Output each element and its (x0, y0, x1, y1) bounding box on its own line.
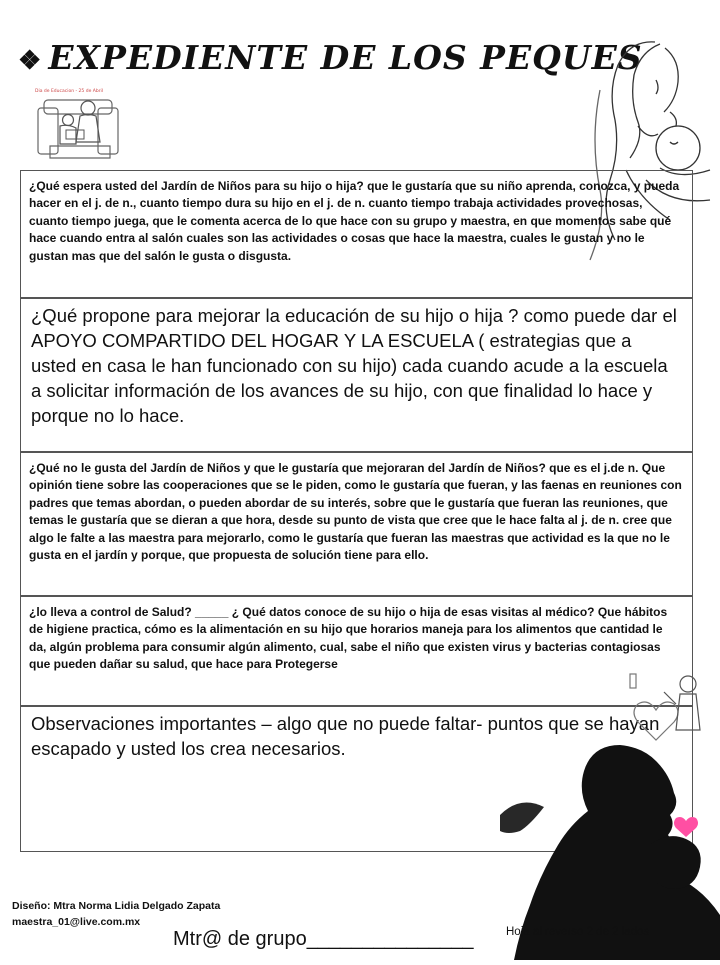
diamond-bullet-icon: ❖ (18, 46, 43, 76)
question-text: Observaciones importantes – algo que no puede faltar- puntos que se hayan escapado y usted los crea necesarios. (31, 713, 660, 759)
question-text: ¿Qué espera usted del Jardín de Niños para su hijo o hija? que le gustaría que su niño aprenda, conozca, y pueda hacer en el j. de n., cuanto tiempo dura su hijo en el j. de n. cuanto tiempo trabaja actividades provechosas, cuanto tiempo juega, que le comenta acerca de lo que hace con su grupo y maestra, en que momentos sabe qué hace cuando entra al salón cuales son las actividades o cosas que hace la maestra, cuales le gustan y no le gustan mas que del salón le gusta o disgusta. (29, 179, 680, 263)
credit-author: Diseño: Mtra Norma Lidia Delgado Zapata (12, 900, 221, 912)
pink-heart-icon (674, 817, 698, 837)
question-text: ¿Qué no le gusta del Jardín de Niños y que le gustaría que mejoraran del Jardín de Niños? que es el j.de n. Que opinión tiene sobre las cooperaciones que se le piden, como le gustaría que fueran, y las faenas en reuniones con padres que temas abordan, o pueden abordar de su interés, sobre que le gustaría que fueran las reuniones, que temas le gustaría que se dieran a que hora, desde su punto de vista que cree que le hace falta al j. de n. cree que algo le falte a las maestra para mejorarlo, como le gustaría que fueran las maestras que actividad es la que no le gusta en el jardín y porque, que propuesta de solución tiene para ello. (29, 461, 682, 563)
page-title (18, 38, 643, 77)
design-credit (12, 898, 220, 930)
clip-caption: Dia de Educacion - 25 de Abril (35, 89, 104, 94)
title-text: EXPEDIENTE DE LOS PEQUES (48, 38, 643, 77)
page-indicator: Hoja al reverso 2 de 2 lados (506, 926, 650, 938)
credit-email: maestra_01@live.com.mx (12, 916, 141, 928)
parent-reading-clipart (30, 86, 125, 164)
teacher-signature-line: Mtr@ de grupo_______________ (173, 928, 474, 950)
question-box-expectations (20, 170, 693, 298)
question-box-health (20, 596, 693, 706)
question-text: ¿lo lleva a control de Salud? _____ ¿ Qué datos conoce de su hijo o hija de esas visitas al médico? Que hábitos de higiene practica, cómo es la alimentación en su hijo que horarios maneja para los alimentos que cantidad le da, algún problema para consumir algún alimento, cual, sabe el niño que existen virus y bacterias contagiosas que pueden dañar su salud, que hace para Protegerse (29, 605, 668, 672)
question-box-proposals (20, 298, 693, 452)
question-box-dislikes (20, 452, 693, 596)
question-text: ¿Qué propone para mejorar la educación de su hijo o hija ? como puede dar el APOYO COMPARTIDO DEL HOGAR Y LA ESCUELA ( estrategias que a usted en casa le han funcionado con su hijo) cada cuando acude a la escuela a solicitar información de los avances de su hijo, con que finalidad lo hace y porque no lo hace. (31, 305, 677, 426)
